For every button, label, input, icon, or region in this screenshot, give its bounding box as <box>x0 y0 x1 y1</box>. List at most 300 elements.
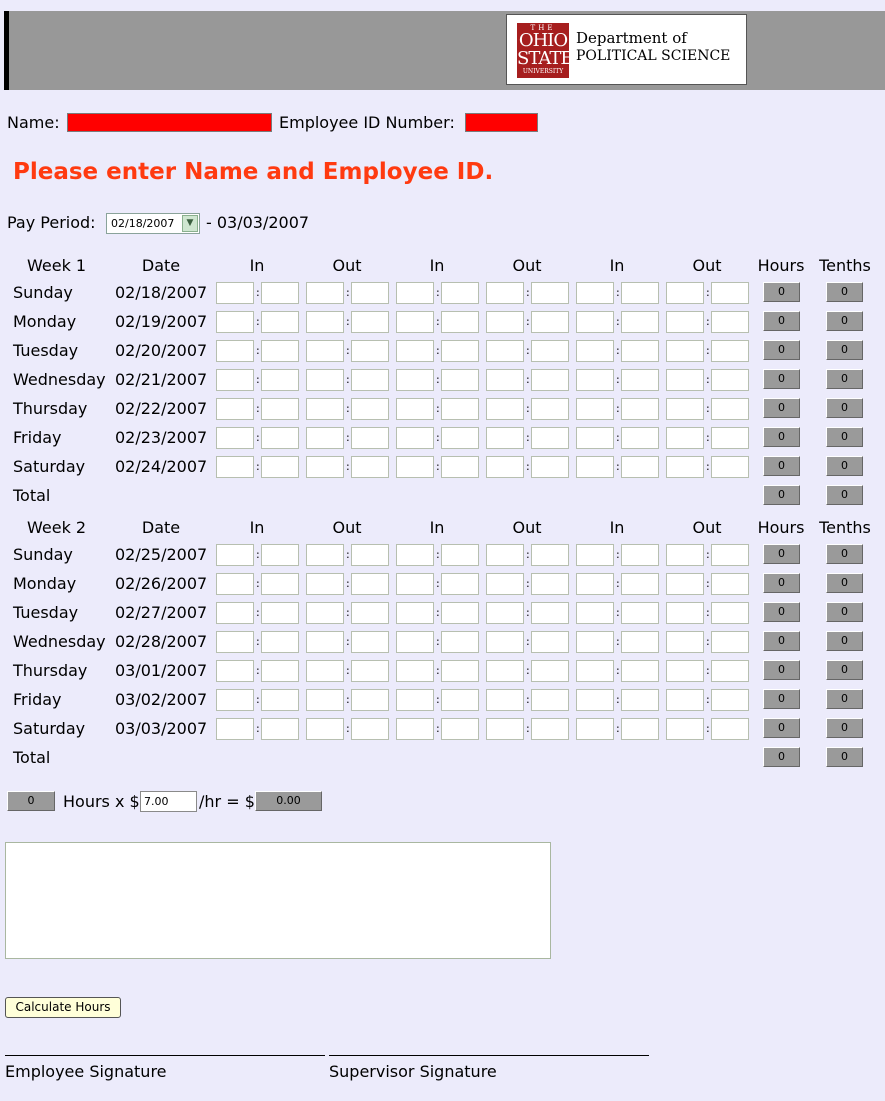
in-hour-input[interactable] <box>576 573 614 595</box>
out-hour-input[interactable] <box>666 340 704 362</box>
hours-x-label: Hours x $ <box>63 792 140 811</box>
calculate-hours-button[interactable]: Calculate Hours <box>5 997 121 1018</box>
in-hour-input[interactable] <box>396 369 434 391</box>
day-label: Saturday <box>13 457 86 476</box>
employee-signature-line <box>5 1055 325 1056</box>
day-label: Tuesday <box>13 603 79 622</box>
out-minute-input[interactable] <box>351 689 389 711</box>
out-hour-input[interactable] <box>306 427 344 449</box>
pay-period-select[interactable] <box>106 213 200 234</box>
time-separator: : <box>256 431 260 444</box>
time-separator: : <box>616 315 620 328</box>
in-hour-input[interactable] <box>396 340 434 362</box>
out-minute-input[interactable] <box>531 398 569 420</box>
in-minute-input[interactable] <box>441 340 479 362</box>
out-minute-input[interactable] <box>351 602 389 624</box>
date-header: Date <box>141 518 181 537</box>
out-hour-input[interactable] <box>306 456 344 478</box>
time-separator: : <box>616 373 620 386</box>
in-hour-input[interactable] <box>396 602 434 624</box>
out-minute-input[interactable] <box>351 311 389 333</box>
out-hour-input[interactable] <box>306 311 344 333</box>
day-hours-output: 0 <box>763 602 800 622</box>
in-hour-input[interactable] <box>216 718 254 740</box>
in-hour-input[interactable] <box>396 718 434 740</box>
time-separator: : <box>346 548 350 561</box>
in-minute-input[interactable] <box>261 544 299 566</box>
out-hour-input[interactable] <box>486 311 524 333</box>
in-minute-input[interactable] <box>441 660 479 682</box>
in-minute-input[interactable] <box>621 311 659 333</box>
out-minute-input[interactable] <box>531 340 569 362</box>
out-hour-input[interactable] <box>306 398 344 420</box>
out-hour-input[interactable] <box>306 369 344 391</box>
out-minute-input[interactable] <box>531 602 569 624</box>
out-hour-input[interactable] <box>666 282 704 304</box>
out-minute-input[interactable] <box>531 282 569 304</box>
in-minute-input[interactable] <box>621 369 659 391</box>
day-label: Tuesday <box>13 341 79 360</box>
hourly-rate-input[interactable]: 7.00 <box>140 791 197 812</box>
in-minute-input[interactable] <box>621 718 659 740</box>
in-minute-input[interactable] <box>441 282 479 304</box>
out-minute-input[interactable] <box>351 718 389 740</box>
out-hour-input[interactable] <box>486 282 524 304</box>
in-minute-input[interactable] <box>261 340 299 362</box>
in-hour-input[interactable] <box>576 544 614 566</box>
time-separator: : <box>526 431 530 444</box>
out-minute-input[interactable] <box>531 427 569 449</box>
time-separator: : <box>526 606 530 619</box>
in-hour-input[interactable] <box>216 369 254 391</box>
time-separator: : <box>436 344 440 357</box>
date-label: 02/18/2007 <box>115 283 208 302</box>
out-hour-input[interactable] <box>306 631 344 653</box>
in-minute-input[interactable] <box>261 427 299 449</box>
out-minute-input[interactable] <box>711 369 749 391</box>
in-hour-input[interactable] <box>216 427 254 449</box>
in-minute-input[interactable] <box>261 602 299 624</box>
out-hour-input[interactable] <box>486 544 524 566</box>
day-label: Thursday <box>13 399 88 418</box>
time-separator: : <box>256 548 260 561</box>
in-minute-input[interactable] <box>441 311 479 333</box>
day-label: Friday <box>13 428 62 447</box>
time-separator: : <box>256 693 260 706</box>
in-hour-input[interactable] <box>576 427 614 449</box>
in-minute-input[interactable] <box>441 689 479 711</box>
in-header-2: In <box>429 256 445 275</box>
time-separator: : <box>706 577 710 590</box>
in-hour-input[interactable] <box>396 427 434 449</box>
employee-id-input[interactable] <box>465 113 538 132</box>
day-label: Saturday <box>13 719 86 738</box>
in-minute-input[interactable] <box>441 456 479 478</box>
in-hour-input[interactable] <box>576 631 614 653</box>
date-label: 02/25/2007 <box>115 545 208 564</box>
week-total-hours: 0 <box>763 485 800 505</box>
out-minute-input[interactable] <box>711 544 749 566</box>
in-minute-input[interactable] <box>261 311 299 333</box>
chevron-down-icon[interactable]: ▼ <box>182 215 198 232</box>
out-hour-input[interactable] <box>306 282 344 304</box>
department-name <box>576 29 730 65</box>
in-hour-input[interactable] <box>396 398 434 420</box>
in-minute-input[interactable] <box>621 602 659 624</box>
date-label: 02/24/2007 <box>115 457 208 476</box>
tenths-header: Tenths <box>819 256 871 275</box>
time-separator: : <box>526 460 530 473</box>
out-hour-input[interactable] <box>666 311 704 333</box>
out-minute-input[interactable] <box>531 660 569 682</box>
time-separator: : <box>706 373 710 386</box>
out-hour-input[interactable] <box>486 456 524 478</box>
time-separator: : <box>256 722 260 735</box>
in-minute-input[interactable] <box>261 718 299 740</box>
day-hours-output: 0 <box>763 544 800 564</box>
in-header-2: In <box>429 518 445 537</box>
out-hour-input[interactable] <box>486 398 524 420</box>
out-minute-input[interactable] <box>351 456 389 478</box>
out-minute-input[interactable] <box>531 311 569 333</box>
out-minute-input[interactable] <box>351 631 389 653</box>
in-minute-input[interactable] <box>441 427 479 449</box>
day-label: Monday <box>13 312 77 331</box>
out-hour-input[interactable] <box>486 602 524 624</box>
osu-seal-icon: THE OHIO STATE UNIVERSITY <box>517 23 569 78</box>
out-minute-input[interactable] <box>531 631 569 653</box>
out-hour-input[interactable] <box>306 689 344 711</box>
time-separator: : <box>436 606 440 619</box>
day-tenths-output: 0 <box>826 369 863 389</box>
out-hour-input[interactable] <box>486 369 524 391</box>
day-hours-output: 0 <box>763 573 800 593</box>
in-hour-input[interactable] <box>216 573 254 595</box>
time-separator: : <box>616 635 620 648</box>
day-label: Friday <box>13 690 62 709</box>
time-separator: : <box>526 635 530 648</box>
out-hour-input[interactable] <box>306 718 344 740</box>
in-hour-input[interactable] <box>216 398 254 420</box>
date-label: 02/23/2007 <box>115 428 208 447</box>
out-hour-input[interactable] <box>666 718 704 740</box>
in-hour-input[interactable] <box>216 631 254 653</box>
out-header-1: Out <box>332 256 362 275</box>
time-separator: : <box>436 577 440 590</box>
in-hour-input[interactable] <box>576 282 614 304</box>
out-minute-input[interactable] <box>711 689 749 711</box>
in-minute-input[interactable] <box>621 340 659 362</box>
day-tenths-output: 0 <box>826 282 863 302</box>
time-separator: : <box>256 286 260 299</box>
in-minute-input[interactable] <box>621 398 659 420</box>
time-separator: : <box>616 548 620 561</box>
in-hour-input[interactable] <box>576 340 614 362</box>
day-hours-output: 0 <box>763 718 800 738</box>
out-hour-input[interactable] <box>486 660 524 682</box>
in-hour-input[interactable] <box>216 456 254 478</box>
in-hour-input[interactable] <box>216 660 254 682</box>
time-separator: : <box>706 286 710 299</box>
out-minute-input[interactable] <box>711 602 749 624</box>
out-hour-input[interactable] <box>486 631 524 653</box>
in-hour-input[interactable] <box>576 602 614 624</box>
in-hour-input[interactable] <box>396 573 434 595</box>
time-separator: : <box>346 693 350 706</box>
date-label: 02/20/2007 <box>115 341 208 360</box>
out-minute-input[interactable] <box>711 282 749 304</box>
time-separator: : <box>616 344 620 357</box>
out-hour-input[interactable] <box>666 573 704 595</box>
time-separator: : <box>346 402 350 415</box>
time-separator: : <box>616 402 620 415</box>
time-separator: : <box>616 693 620 706</box>
time-separator: : <box>346 635 350 648</box>
out-hour-input[interactable] <box>666 602 704 624</box>
day-tenths-output: 0 <box>826 718 863 738</box>
out-hour-input[interactable] <box>306 544 344 566</box>
out-header-3: Out <box>692 518 722 537</box>
hours-header: Hours <box>757 518 805 537</box>
time-separator: : <box>436 286 440 299</box>
out-hour-input[interactable] <box>306 573 344 595</box>
out-minute-input[interactable] <box>351 544 389 566</box>
time-separator: : <box>706 460 710 473</box>
out-hour-input[interactable] <box>486 689 524 711</box>
in-hour-input[interactable] <box>576 689 614 711</box>
in-hour-input[interactable] <box>396 311 434 333</box>
time-separator: : <box>526 693 530 706</box>
time-separator: : <box>526 315 530 328</box>
time-separator: : <box>256 402 260 415</box>
in-minute-input[interactable] <box>261 631 299 653</box>
name-input[interactable] <box>67 113 272 132</box>
time-separator: : <box>526 373 530 386</box>
day-hours-output: 0 <box>763 456 800 476</box>
out-minute-input[interactable] <box>711 456 749 478</box>
pay-amount: 0.00 <box>255 791 322 811</box>
time-separator: : <box>346 606 350 619</box>
day-tenths-output: 0 <box>826 311 863 331</box>
day-tenths-output: 0 <box>826 427 863 447</box>
time-separator: : <box>526 402 530 415</box>
out-minute-input[interactable] <box>711 573 749 595</box>
time-separator: : <box>436 693 440 706</box>
out-minute-input[interactable] <box>531 573 569 595</box>
date-label: 02/28/2007 <box>115 632 208 651</box>
day-hours-output: 0 <box>763 631 800 651</box>
in-minute-input[interactable] <box>621 689 659 711</box>
out-minute-input[interactable] <box>351 398 389 420</box>
out-minute-input[interactable] <box>711 340 749 362</box>
time-separator: : <box>346 664 350 677</box>
in-hour-input[interactable] <box>396 544 434 566</box>
date-label: 03/01/2007 <box>115 661 208 680</box>
department-line-2: POLITICAL SCIENCE <box>576 48 731 64</box>
in-minute-input[interactable] <box>441 602 479 624</box>
out-minute-input[interactable] <box>531 369 569 391</box>
out-minute-input[interactable] <box>531 718 569 740</box>
date-label: 02/21/2007 <box>115 370 208 389</box>
out-minute-input[interactable] <box>351 573 389 595</box>
time-separator: : <box>436 635 440 648</box>
out-header-2: Out <box>512 256 542 275</box>
date-label: 02/27/2007 <box>115 603 208 622</box>
in-minute-input[interactable] <box>621 544 659 566</box>
in-minute-input[interactable] <box>621 631 659 653</box>
in-hour-input[interactable] <box>216 602 254 624</box>
day-hours-output: 0 <box>763 311 800 331</box>
out-minute-input[interactable] <box>531 456 569 478</box>
week-total-label: Total <box>13 748 51 767</box>
in-minute-input[interactable] <box>261 456 299 478</box>
day-tenths-output: 0 <box>826 456 863 476</box>
day-hours-output: 0 <box>763 660 800 680</box>
in-minute-input[interactable] <box>261 369 299 391</box>
in-hour-input[interactable] <box>396 660 434 682</box>
day-label: Monday <box>13 574 77 593</box>
out-minute-input[interactable] <box>711 398 749 420</box>
time-separator: : <box>436 373 440 386</box>
in-header-3: In <box>609 518 625 537</box>
out-hour-input[interactable] <box>306 340 344 362</box>
in-minute-input[interactable] <box>441 544 479 566</box>
in-hour-input[interactable] <box>576 718 614 740</box>
in-minute-input[interactable] <box>261 660 299 682</box>
in-hour-input[interactable] <box>396 282 434 304</box>
out-hour-input[interactable] <box>486 340 524 362</box>
out-hour-input[interactable] <box>306 660 344 682</box>
comments-textarea[interactable] <box>5 842 551 959</box>
time-separator: : <box>346 315 350 328</box>
out-hour-input[interactable] <box>666 660 704 682</box>
out-hour-input[interactable] <box>666 544 704 566</box>
out-hour-input[interactable] <box>666 398 704 420</box>
day-hours-output: 0 <box>763 282 800 302</box>
out-hour-input[interactable] <box>486 718 524 740</box>
in-hour-input[interactable] <box>216 340 254 362</box>
out-minute-input[interactable] <box>351 427 389 449</box>
in-hour-input[interactable] <box>576 398 614 420</box>
time-separator: : <box>706 548 710 561</box>
out-minute-input[interactable] <box>351 660 389 682</box>
time-separator: : <box>526 548 530 561</box>
out-header-2: Out <box>512 518 542 537</box>
time-separator: : <box>706 431 710 444</box>
out-hour-input[interactable] <box>666 631 704 653</box>
out-minute-input[interactable] <box>531 689 569 711</box>
day-tenths-output: 0 <box>826 398 863 418</box>
in-minute-input[interactable] <box>261 689 299 711</box>
out-hour-input[interactable] <box>666 456 704 478</box>
out-minute-input[interactable] <box>531 544 569 566</box>
day-tenths-output: 0 <box>826 573 863 593</box>
in-minute-input[interactable] <box>621 456 659 478</box>
in-minute-input[interactable] <box>441 573 479 595</box>
in-minute-input[interactable] <box>441 718 479 740</box>
in-hour-input[interactable] <box>396 689 434 711</box>
day-tenths-output: 0 <box>826 602 863 622</box>
time-separator: : <box>616 460 620 473</box>
header-banner <box>4 11 885 90</box>
day-label: Wednesday <box>13 370 106 389</box>
in-header-3: In <box>609 256 625 275</box>
day-label: Thursday <box>13 661 88 680</box>
in-minute-input[interactable] <box>441 631 479 653</box>
in-minute-input[interactable] <box>441 398 479 420</box>
out-hour-input[interactable] <box>666 369 704 391</box>
hours-header: Hours <box>757 256 805 275</box>
department-logo <box>506 14 747 85</box>
out-minute-input[interactable] <box>351 282 389 304</box>
in-minute-input[interactable] <box>261 282 299 304</box>
day-label: Sunday <box>13 545 73 564</box>
in-minute-input[interactable] <box>621 282 659 304</box>
out-minute-input[interactable] <box>711 427 749 449</box>
validation-warning: Please enter Name and Employee ID. <box>13 159 494 185</box>
time-separator: : <box>436 460 440 473</box>
date-label: 02/26/2007 <box>115 574 208 593</box>
in-hour-input[interactable] <box>216 689 254 711</box>
out-header-3: Out <box>692 256 722 275</box>
out-minute-input[interactable] <box>711 631 749 653</box>
out-minute-input[interactable] <box>351 369 389 391</box>
day-tenths-output: 0 <box>826 660 863 680</box>
time-separator: : <box>526 344 530 357</box>
day-tenths-output: 0 <box>826 340 863 360</box>
in-hour-input[interactable] <box>396 456 434 478</box>
time-separator: : <box>706 344 710 357</box>
time-separator: : <box>346 577 350 590</box>
out-minute-input[interactable] <box>711 660 749 682</box>
day-hours-output: 0 <box>763 398 800 418</box>
out-minute-input[interactable] <box>351 340 389 362</box>
time-separator: : <box>706 635 710 648</box>
out-minute-input[interactable] <box>711 718 749 740</box>
out-hour-input[interactable] <box>306 602 344 624</box>
in-hour-input[interactable] <box>216 282 254 304</box>
out-hour-input[interactable] <box>666 689 704 711</box>
out-hour-input[interactable] <box>666 427 704 449</box>
in-hour-input[interactable] <box>576 369 614 391</box>
time-separator: : <box>346 431 350 444</box>
in-hour-input[interactable] <box>576 311 614 333</box>
in-hour-input[interactable] <box>396 631 434 653</box>
in-minute-input[interactable] <box>261 398 299 420</box>
out-header-1: Out <box>332 518 362 537</box>
out-hour-input[interactable] <box>486 573 524 595</box>
time-separator: : <box>526 664 530 677</box>
week-total-tenths: 0 <box>826 485 863 505</box>
out-hour-input[interactable] <box>486 427 524 449</box>
in-minute-input[interactable] <box>621 573 659 595</box>
day-hours-output: 0 <box>763 689 800 709</box>
out-minute-input[interactable] <box>711 311 749 333</box>
in-minute-input[interactable] <box>261 573 299 595</box>
supervisor-signature-label: Supervisor Signature <box>329 1062 497 1081</box>
time-separator: : <box>256 315 260 328</box>
in-hour-input[interactable] <box>216 544 254 566</box>
in-hour-input[interactable] <box>216 311 254 333</box>
in-hour-input[interactable] <box>576 660 614 682</box>
in-minute-input[interactable] <box>441 369 479 391</box>
in-hour-input[interactable] <box>576 456 614 478</box>
time-separator: : <box>256 373 260 386</box>
in-minute-input[interactable] <box>621 660 659 682</box>
in-minute-input[interactable] <box>621 427 659 449</box>
time-separator: : <box>346 373 350 386</box>
date-label: 02/19/2007 <box>115 312 208 331</box>
